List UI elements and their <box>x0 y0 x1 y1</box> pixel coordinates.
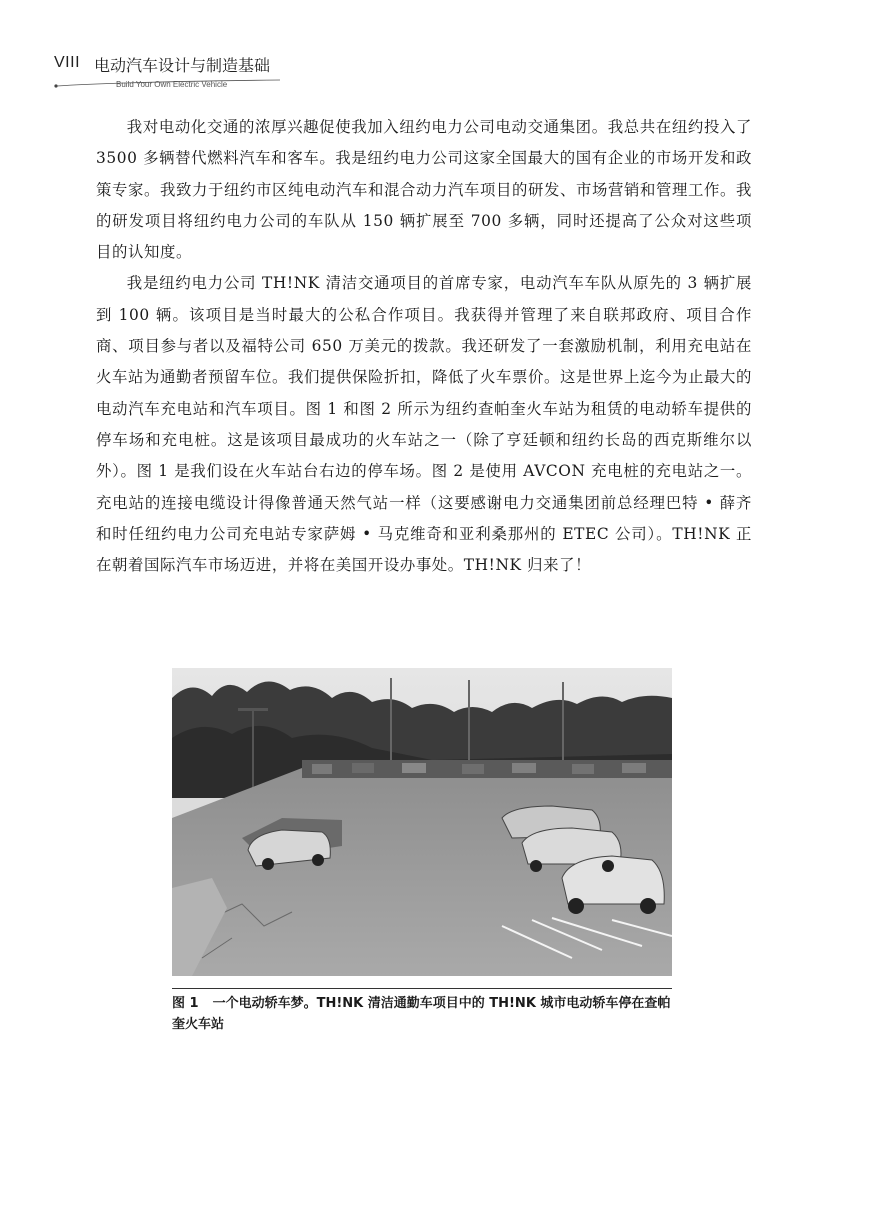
parking-lot-photo <box>172 668 672 976</box>
figure-caption-text: 一个电动轿车梦。TH!NK 清洁通勤车项目中的 TH!NK 城市电动轿车停在查帕奎火车站 <box>172 996 671 1032</box>
figure-caption <box>172 993 672 1035</box>
caption-rule <box>172 988 672 989</box>
page-number: VIII <box>54 54 81 71</box>
page-header <box>54 54 294 94</box>
book-title: 电动汽车设计与制造基础 <box>94 56 271 75</box>
figure-label: 图 1 <box>172 996 199 1011</box>
paragraph-2: 我是纽约电力公司 TH!NK 清洁交通项目的首席专家，电动汽车车队从原先的 3 辆扩展到 100 辆。该项目是当时最大的公私合作项目。我获得并管理了来自联邦政府、项目合作商、项目参与者以及福特公司 650 万美元的拨款。我还研发了一套激励机制，利用充电站在火车站为通勤者预留车位。我们提供保险折扣，降低了火车票价。这是世界上迄今为止最大的电动汽车充电站和汽车项目。图 1 和图 2 所示为纽约查帕奎火车站为租赁的电动轿车提供的停车场和充电桩。这是该项目最成功的火车站之一（除了亨廷顿和纽约长岛的西克斯维尔以外）。图 1 是我们设在火车站台右边的停车场。图 2 是使用 AVCON 充电桩的充电站之一。充电站的连接电缆设计得像普通天然气站一样（这要感谢电力交通集团前总经理巴特 • 薛齐和时任纽约电力公司充电站专家萨姆 • 马克维奇和亚利桑那州的 ETEC 公司）。TH!NK 正在朝着国际汽车市场迈进，并将在美国开设办事处。TH!NK 归来了！ <box>96 274 752 575</box>
body-text <box>96 112 752 581</box>
book-subtitle: Build Your Own Electric Vehicle <box>116 80 228 89</box>
figure-1 <box>172 668 672 1035</box>
paragraph-1: 我对电动化交通的浓厚兴趣促使我加入纽约电力公司电动交通集团。我总共在纽约投入了 3500 多辆替代燃料汽车和客车。我是纽约电力公司这家全国最大的国有企业的市场开发和政策专家。我致力于纽约市区纯电动汽车和混合动力汽车项目的研发、市场营销和管理工作。我的研发项目将纽约电力公司的车队从 150 辆扩展至 700 多辆，同时还提高了公众对这些项目的认知度。 <box>96 118 752 262</box>
